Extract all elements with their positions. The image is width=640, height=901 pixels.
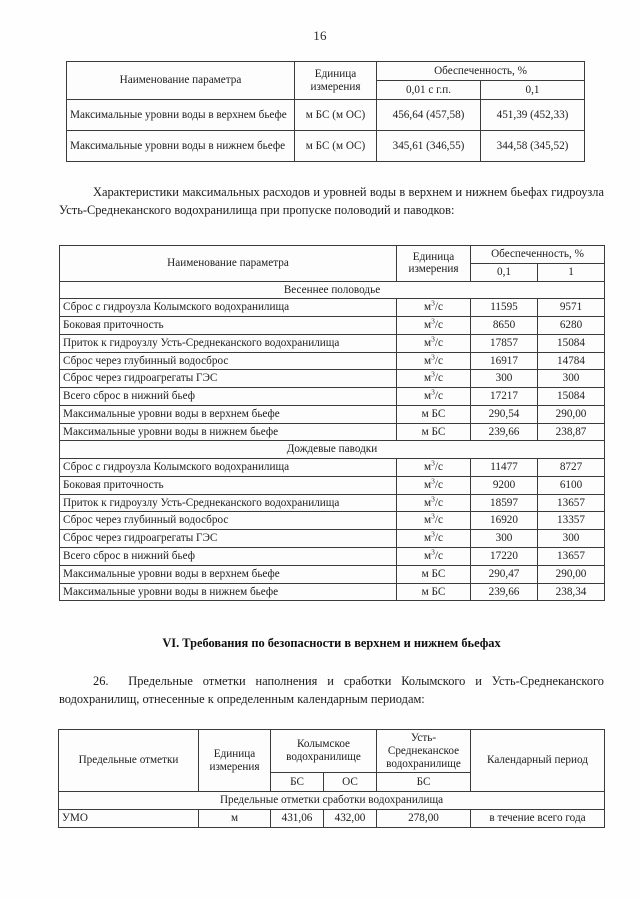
header-unit: Единица измерения <box>199 730 271 792</box>
table-row <box>60 512 605 530</box>
unit-exponent: 3 <box>431 334 435 344</box>
table-section-row <box>59 792 605 810</box>
table-row <box>67 100 585 131</box>
paragraph-text: Характеристики максимальных расходов и уровней воды в верхнем и нижнем бьефах гидроузла Усть-Среднеканского водохранилища при пропуске половодий и паводков: <box>59 185 604 217</box>
header-ust-srednekanskoe-reservoir: Усть-Среднеканское водохранилище <box>377 730 471 773</box>
header-parameter-name: Наименование параметра <box>60 246 397 282</box>
row-label: УМО <box>59 810 199 828</box>
page-number: 16 <box>313 28 327 43</box>
header-probability-0-1: 0,1 <box>481 81 585 100</box>
unit-exponent: 3 <box>431 298 435 308</box>
table-row <box>60 494 605 512</box>
row-value: 9571 <box>538 299 605 317</box>
header-probability-group: Обеспеченность, % <box>377 62 585 81</box>
row-value: 18597 <box>471 494 538 512</box>
unit-exponent: 3 <box>431 511 435 521</box>
table-row <box>60 423 605 441</box>
table-row <box>60 459 605 477</box>
row-unit: $м^3/с$ <box>397 530 471 548</box>
row-label: Максимальные уровни воды в нижнем бьефе <box>60 423 397 441</box>
row-value: 16920 <box>471 512 538 530</box>
row-value: 11477 <box>471 459 538 477</box>
row-value: 8650 <box>471 317 538 335</box>
row-value: 451,39 (452,33) <box>481 100 585 131</box>
row-value: 300 <box>471 370 538 388</box>
row-value: 456,64 (457,58) <box>377 100 481 131</box>
row-label: Максимальные уровни воды в верхнем бьефе <box>60 565 397 583</box>
header-calendar-period: Календарный период <box>471 730 605 792</box>
row-unit: $м^3/с$ <box>397 352 471 370</box>
table-max-levels-top <box>66 61 585 162</box>
row-unit: $м^3/с$ <box>397 548 471 566</box>
row-value: 300 <box>538 370 605 388</box>
section-title: Весеннее половодье <box>60 281 605 299</box>
row-value: 13657 <box>538 548 605 566</box>
header-probability-0-01: 0,01 с г.п. <box>377 81 481 100</box>
table-flood-characteristics <box>59 245 605 601</box>
row-label: Боковая приточность <box>60 317 397 335</box>
row-unit: $м^3/с$ <box>397 370 471 388</box>
row-unit: $м^3/с$ <box>397 459 471 477</box>
row-value: 300 <box>471 530 538 548</box>
table-row <box>60 548 605 566</box>
header-limit-marks: Предельные отметки <box>59 730 199 792</box>
row-unit: $м^3/с$ <box>397 334 471 352</box>
row-unit: $м^3/с$ <box>397 299 471 317</box>
row-value: 15084 <box>538 388 605 406</box>
row-label: Сброс через гидроагрегаты ГЭС <box>60 530 397 548</box>
table-row <box>60 370 605 388</box>
row-unit: $м^3/с$ <box>397 388 471 406</box>
row-value: 17857 <box>471 334 538 352</box>
table-row <box>60 405 605 423</box>
unit-exponent: 3 <box>431 316 435 326</box>
row-label: Боковая приточность <box>60 476 397 494</box>
table-row <box>67 131 585 162</box>
header-ust-sred-bs: БС <box>377 773 471 792</box>
table-row <box>59 810 605 828</box>
row-label: Максимальные уровни воды в верхнем бьефе <box>60 405 397 423</box>
row-value: 17220 <box>471 548 538 566</box>
row-value: 290,54 <box>471 405 538 423</box>
paragraph-text: Предельные отметки наполнения и сработки Колымского и Усть-Среднеканского водохранилищ, отнесенные к определенным календарным периодам: <box>59 674 604 706</box>
table-header-row <box>67 62 585 81</box>
unit-exponent: 3 <box>431 387 435 397</box>
paragraph-characteristics <box>59 184 604 219</box>
row-label: Всего сброс в нижний бьеф <box>60 388 397 406</box>
header-parameter-name: Наименование параметра <box>67 62 295 100</box>
header-unit: Единица измерения <box>397 246 471 282</box>
unit-exponent: 3 <box>431 351 435 361</box>
row-value: 6280 <box>538 317 605 335</box>
table-row <box>60 565 605 583</box>
table-row <box>60 530 605 548</box>
row-label: Максимальные уровни воды в нижнем бьефе <box>67 131 295 162</box>
unit-exponent: 3 <box>431 529 435 539</box>
unit-exponent: 3 <box>431 493 435 503</box>
table-row <box>60 388 605 406</box>
section-title: Предельные отметки сработки водохранилища <box>59 792 605 810</box>
table-row <box>60 352 605 370</box>
table-section-row <box>60 281 605 299</box>
table-header-row <box>59 730 605 773</box>
header-kolyma-reservoir: Колымское водохранилище <box>271 730 377 773</box>
table-row <box>60 317 605 335</box>
row-value-kolyma-os: 432,00 <box>324 810 377 828</box>
row-label: Всего сброс в нижний бьеф <box>60 548 397 566</box>
row-unit: м БС <box>397 423 471 441</box>
section-title: Дождевые паводки <box>60 441 605 459</box>
table-limit-marks <box>58 729 605 828</box>
row-value: 11595 <box>471 299 538 317</box>
table-row <box>60 299 605 317</box>
table-row <box>60 583 605 601</box>
row-value: 290,00 <box>538 565 605 583</box>
row-value-kolyma-bs: 431,06 <box>271 810 324 828</box>
row-value: 290,00 <box>538 405 605 423</box>
row-label: Максимальные уровни воды в верхнем бьефе <box>67 100 295 131</box>
table-header-row <box>60 246 605 264</box>
row-value: 238,87 <box>538 423 605 441</box>
row-label: Приток к гидроузлу Усть-Среднеканского водохранилища <box>60 334 397 352</box>
row-unit: $м^3/с$ <box>397 512 471 530</box>
row-label: Максимальные уровни воды в нижнем бьефе <box>60 583 397 601</box>
row-value: 300 <box>538 530 605 548</box>
row-unit: м БС (м ОС) <box>295 131 377 162</box>
row-value: 13657 <box>538 494 605 512</box>
unit-exponent: 3 <box>431 369 435 379</box>
row-value: 16917 <box>471 352 538 370</box>
row-value: 345,61 (346,55) <box>377 131 481 162</box>
row-unit: $м^3/с$ <box>397 494 471 512</box>
row-label: Сброс через глубинный водосброс <box>60 352 397 370</box>
row-label: Сброс через глубинный водосброс <box>60 512 397 530</box>
row-label: Приток к гидроузлу Усть-Среднеканского водохранилища <box>60 494 397 512</box>
section-heading-vi: VI. Требования по безопасности в верхнем и нижнем бьефах <box>162 636 501 650</box>
table-section-row <box>60 441 605 459</box>
row-unit: м БС <box>397 583 471 601</box>
unit-exponent: 3 <box>431 547 435 557</box>
header-probability-1: 1 <box>538 263 605 281</box>
row-unit: м <box>199 810 271 828</box>
header-probability-0-1: 0,1 <box>471 263 538 281</box>
table-row <box>60 334 605 352</box>
unit-exponent: 3 <box>431 458 435 468</box>
row-value: 6100 <box>538 476 605 494</box>
row-value-period: в течение всего года <box>471 810 605 828</box>
row-value: 14784 <box>538 352 605 370</box>
row-value: 290,47 <box>471 565 538 583</box>
row-value: 15084 <box>538 334 605 352</box>
row-value: 9200 <box>471 476 538 494</box>
paragraph-limit-marks <box>59 673 604 708</box>
row-value: 17217 <box>471 388 538 406</box>
row-value: 239,66 <box>471 583 538 601</box>
unit-exponent: 3 <box>431 476 435 486</box>
row-value: 239,66 <box>471 423 538 441</box>
row-unit: м БС <box>397 405 471 423</box>
header-unit: Единица измерения <box>295 62 377 100</box>
row-value-ust-sred-bs: 278,00 <box>377 810 471 828</box>
row-unit: $м^3/с$ <box>397 476 471 494</box>
table-row <box>60 476 605 494</box>
header-kolyma-bs: БС <box>271 773 324 792</box>
header-probability-group: Обеспеченность, % <box>471 246 605 264</box>
row-unit: $м^3/с$ <box>397 317 471 335</box>
row-value: 344,58 (345,52) <box>481 131 585 162</box>
row-unit: м БС (м ОС) <box>295 100 377 131</box>
row-value: 238,34 <box>538 583 605 601</box>
paragraph-number: 26. <box>93 674 109 688</box>
row-label: Сброс с гидроузла Колымского водохранилища <box>60 459 397 477</box>
row-unit: м БС <box>397 565 471 583</box>
row-value: 13357 <box>538 512 605 530</box>
header-kolyma-os: ОС <box>324 773 377 792</box>
row-label: Сброс через гидроагрегаты ГЭС <box>60 370 397 388</box>
row-label: Сброс с гидроузла Колымского водохранилища <box>60 299 397 317</box>
row-value: 8727 <box>538 459 605 477</box>
